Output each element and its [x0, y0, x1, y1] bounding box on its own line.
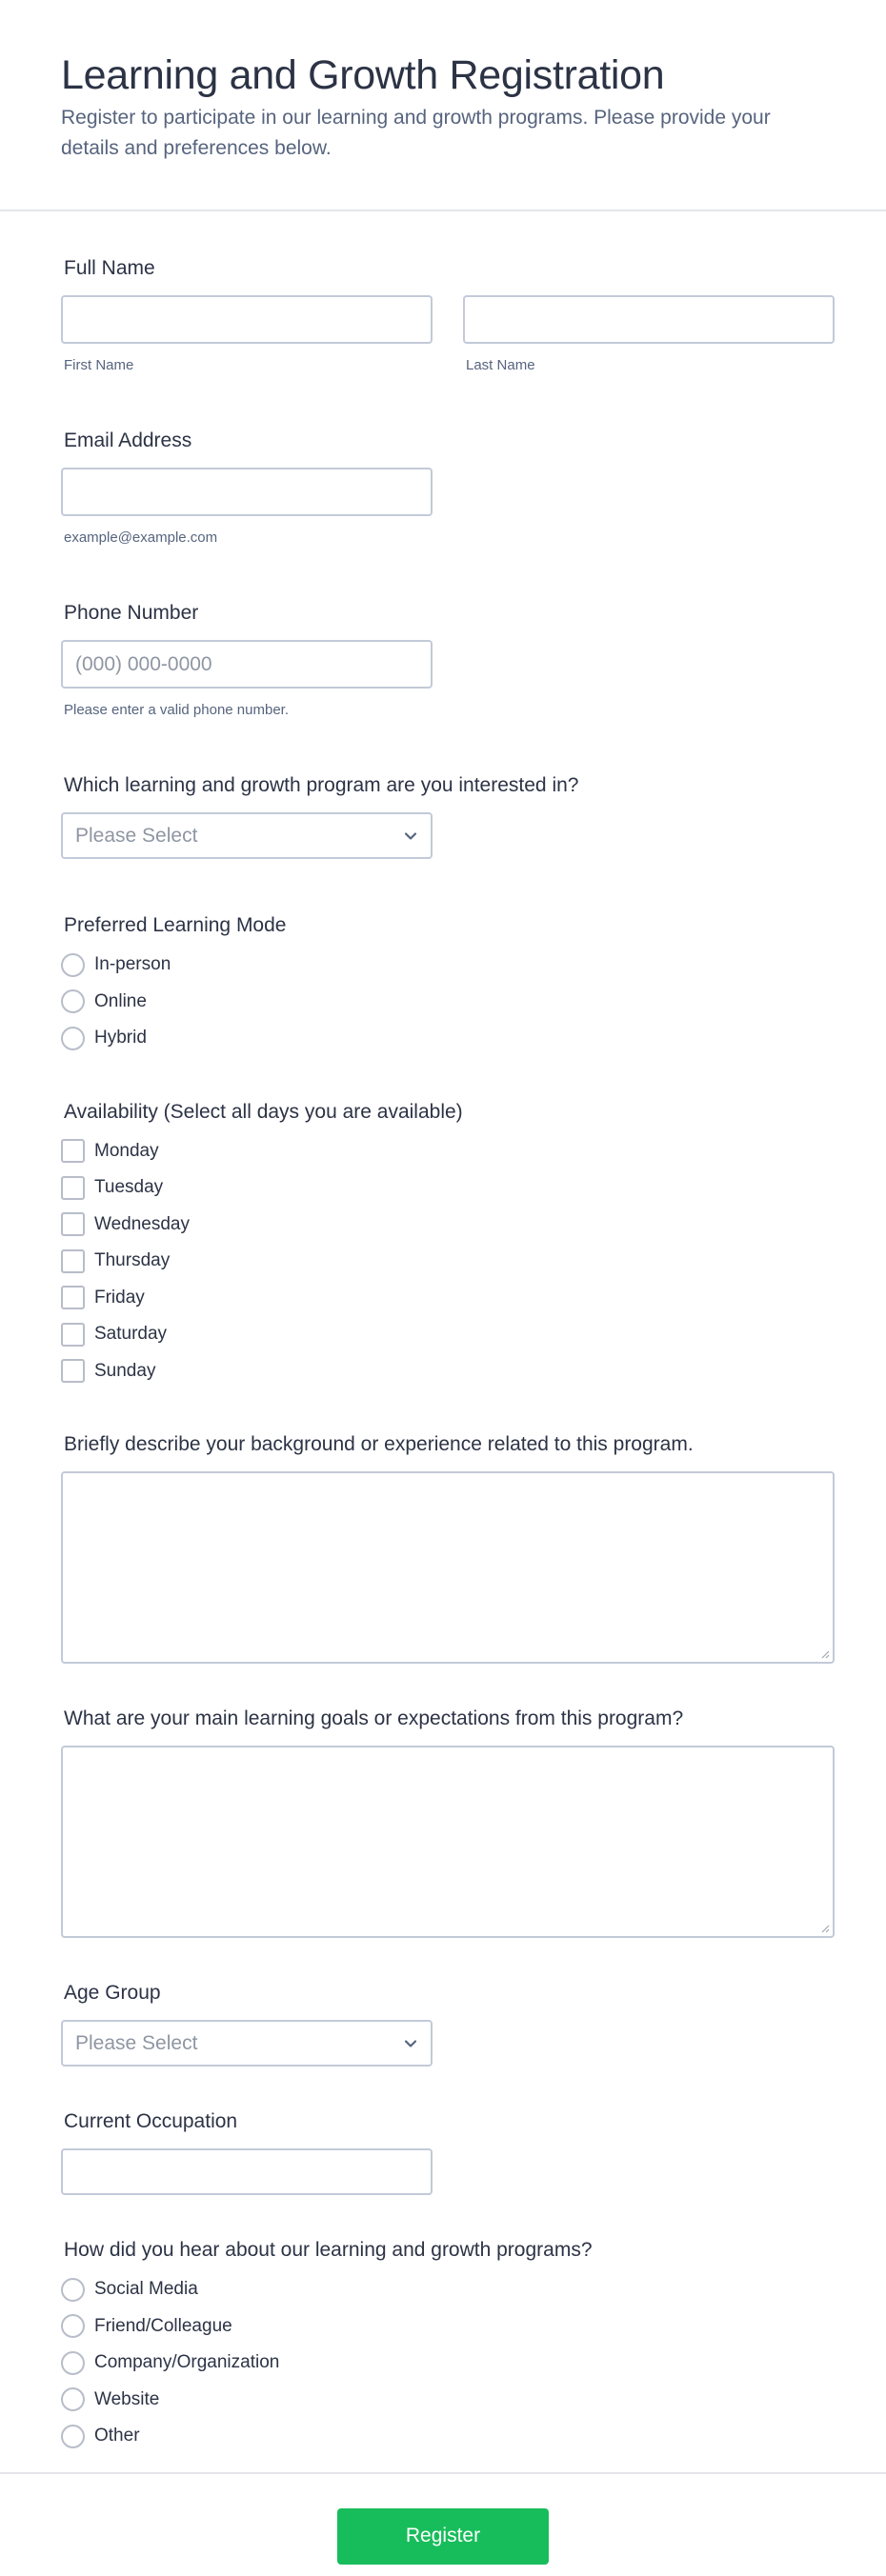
age-group-select-value: Please Select	[75, 2031, 198, 2054]
checkbox[interactable]	[61, 1249, 85, 1273]
background-label: Briefly describe your background or experience related to this program.	[64, 1433, 694, 1455]
form-subtitle: Register to participate in our learning and growth programs. Please provide your details and preferences below.	[61, 107, 771, 159]
learning-mode-field	[61, 912, 825, 1057]
radio-option-in-person[interactable]	[61, 947, 825, 984]
age-group-select[interactable]	[61, 2020, 433, 2067]
goals-field	[61, 1706, 825, 1938]
checkbox-label: Saturday	[94, 1324, 168, 1345]
radio-button[interactable]	[61, 2425, 85, 2448]
first-name-input[interactable]	[61, 295, 433, 344]
radio-option-website[interactable]	[61, 2382, 825, 2419]
form-footer	[0, 2472, 886, 2565]
availability-field	[61, 1099, 825, 1390]
checkbox-option-wednesday[interactable]	[61, 1207, 825, 1244]
program-select-value: Please Select	[75, 824, 198, 847]
radio-label: Website	[94, 2388, 160, 2409]
occupation-field	[61, 2108, 825, 2195]
form-header	[0, 0, 886, 211]
full-name-field	[61, 255, 825, 374]
resize-grip-icon[interactable]	[820, 1924, 830, 1933]
form-title: Learning and Growth Registration	[61, 52, 665, 98]
checkbox-option-sunday[interactable]	[61, 1353, 825, 1390]
last-name-input[interactable]	[463, 295, 835, 344]
radio-button[interactable]	[61, 2278, 85, 2302]
program-label: Which learning and growth program are you interested in?	[64, 774, 579, 796]
radio-option-friend-colleague[interactable]	[61, 2308, 825, 2346]
phone-input[interactable]	[61, 640, 433, 689]
checkbox[interactable]	[61, 1359, 85, 1383]
radio-label: In-person	[94, 954, 171, 975]
radio-button[interactable]	[61, 989, 85, 1013]
resize-grip-icon[interactable]	[820, 1649, 830, 1659]
radio-label: Hybrid	[94, 1028, 147, 1048]
phone-field	[61, 600, 825, 719]
checkbox-option-thursday[interactable]	[61, 1243, 825, 1280]
checkbox-label: Monday	[94, 1140, 159, 1161]
radio-button[interactable]	[61, 953, 85, 977]
checkbox-option-tuesday[interactable]	[61, 1169, 825, 1207]
age-group-label: Age Group	[64, 1982, 161, 2004]
radio-option-other[interactable]	[61, 2418, 825, 2455]
full-name-label: Full Name	[64, 257, 155, 279]
radio-label: Friend/Colleague	[94, 2315, 232, 2336]
radio-option-social-media[interactable]	[61, 2271, 825, 2308]
radio-button[interactable]	[61, 2314, 85, 2338]
background-textarea[interactable]	[61, 1471, 835, 1664]
checkbox[interactable]	[61, 1323, 85, 1347]
checkbox[interactable]	[61, 1139, 85, 1163]
goals-textarea[interactable]	[61, 1746, 835, 1938]
checkbox-option-friday[interactable]	[61, 1280, 825, 1317]
chevron-down-icon	[402, 2035, 419, 2052]
radio-button[interactable]	[61, 2351, 85, 2375]
checkbox-option-monday[interactable]	[61, 1133, 825, 1170]
radio-label: Company/Organization	[94, 2352, 280, 2373]
referral-field	[61, 2237, 825, 2455]
learning-mode-label: Preferred Learning Mode	[64, 914, 287, 936]
radio-label: Other	[94, 2426, 140, 2446]
radio-label: Online	[94, 990, 147, 1011]
radio-option-company-organization[interactable]	[61, 2345, 825, 2382]
email-field	[61, 428, 825, 547]
background-field	[61, 1431, 825, 1664]
radio-option-online[interactable]	[61, 984, 825, 1021]
checkbox-label: Thursday	[94, 1250, 171, 1271]
email-label: Email Address	[64, 429, 192, 451]
radio-label: Social Media	[94, 2279, 198, 2300]
checkbox[interactable]	[61, 1212, 85, 1236]
phone-label: Phone Number	[64, 602, 199, 624]
age-group-field	[61, 1980, 825, 2067]
email-input[interactable]	[61, 468, 433, 516]
checkbox-label: Tuesday	[94, 1177, 164, 1198]
goals-label: What are your main learning goals or expectations from this program?	[64, 1707, 684, 1729]
registration-form	[0, 211, 886, 2455]
last-name-sublabel: Last Name	[466, 357, 535, 373]
checkbox-label: Wednesday	[94, 1213, 190, 1234]
radio-button[interactable]	[61, 2387, 85, 2411]
availability-label: Availability (Select all days you are available)	[64, 1100, 463, 1123]
radio-option-hybrid[interactable]	[61, 1020, 825, 1057]
occupation-label: Current Occupation	[64, 2110, 238, 2132]
checkbox-option-saturday[interactable]	[61, 1316, 825, 1353]
program-select[interactable]	[61, 812, 433, 859]
program-field	[61, 772, 825, 859]
first-name-sublabel: First Name	[64, 357, 134, 373]
checkbox[interactable]	[61, 1286, 85, 1309]
referral-label: How did you hear about our learning and growth programs?	[64, 2239, 593, 2261]
chevron-down-icon	[402, 828, 419, 845]
register-button[interactable]: Register	[337, 2508, 549, 2565]
occupation-input[interactable]	[61, 2148, 433, 2195]
checkbox-label: Sunday	[94, 1360, 156, 1381]
checkbox-label: Friday	[94, 1287, 145, 1308]
email-sublabel: example@example.com	[64, 529, 218, 546]
phone-sublabel: Please enter a valid phone number.	[64, 702, 289, 718]
radio-button[interactable]	[61, 1027, 85, 1050]
checkbox[interactable]	[61, 1176, 85, 1200]
